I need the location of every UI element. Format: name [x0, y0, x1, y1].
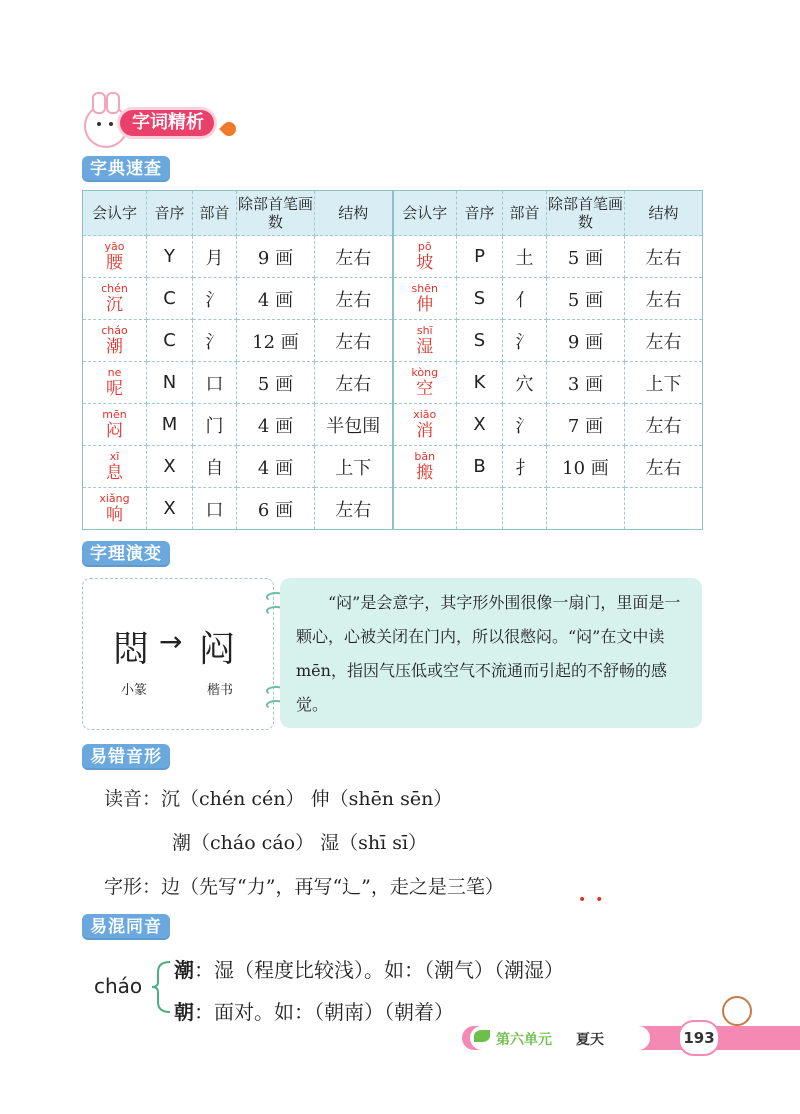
table-cell: P [457, 236, 503, 278]
table-row [83, 236, 703, 278]
character-label: 潮 [106, 336, 123, 357]
table-cell: X [147, 446, 193, 488]
table-cell: 左右 [625, 236, 703, 278]
header-title: 字词精析 [120, 110, 214, 136]
pinyin-label: bān [414, 449, 436, 463]
table-cell: 穴 [503, 362, 547, 404]
table-cell: X [147, 488, 193, 530]
table-cell: X [457, 404, 503, 446]
table-cell [503, 488, 547, 530]
homophone-line-1 [174, 954, 564, 983]
homophone-char-2: 朝 [174, 1000, 194, 1024]
table-cell: 上下 [315, 446, 393, 488]
table-cell: 半包围 [315, 404, 393, 446]
pinyin-label: xī [109, 449, 120, 463]
table-cell: 5 画 [547, 236, 625, 278]
seal-script-char: 悶 [113, 629, 150, 670]
homophone-pinyin: cháo [94, 974, 143, 998]
table-cell: 左右 [315, 362, 393, 404]
section-label-dictionary: 字典速查 [82, 156, 170, 182]
table-cell-character [83, 236, 147, 278]
table-header: 音序 [457, 191, 503, 236]
evolution-text: “闷”是会意字，其字形外围很像一扇门，里面是一颗心，心被关闭在门内，所以很憋闷。“闷”在文中读 mēn，指因气压低或空气不流通而引起的不舒畅的感觉。 [296, 593, 681, 714]
table-row [83, 404, 703, 446]
character-label: 消 [416, 420, 434, 441]
table-cell: 氵 [503, 320, 547, 362]
table-cell: 口 [193, 488, 237, 530]
pinyin-label: kòng [411, 365, 439, 379]
table-cell: B [457, 446, 503, 488]
table-header: 音序 [147, 191, 193, 236]
cow-mascot-icon [722, 996, 752, 1026]
character-evolution-figure [82, 578, 274, 730]
table-cell: 4 画 [237, 404, 315, 446]
dictionary-table [82, 190, 703, 530]
table-header: 会认字 [393, 191, 457, 236]
pinyin-label: pō [417, 239, 432, 253]
homophone-line-2 [174, 996, 454, 1025]
table-cell: 左右 [315, 236, 393, 278]
section-label-evolution: 字理演变 [82, 541, 170, 567]
form-line [104, 872, 504, 899]
character-label: 空 [416, 378, 434, 399]
homophone-char-1: 潮 [174, 958, 194, 982]
pron-line-1 [104, 784, 452, 811]
table-row [83, 320, 703, 362]
bracket-icon [148, 958, 174, 1016]
table-row [83, 278, 703, 320]
pinyin-label: ne [107, 365, 122, 379]
arrow-icon: → [159, 625, 183, 658]
pinyin-label: shī [416, 323, 433, 337]
table-cell: 左右 [625, 404, 703, 446]
pron-label: 读音： [104, 788, 162, 810]
table-cell: 4 画 [237, 278, 315, 320]
table-cell: 氵 [503, 404, 547, 446]
character-label: 闷 [106, 420, 123, 441]
table-cell: 9 画 [547, 320, 625, 362]
character-label: 腰 [106, 252, 123, 273]
table-header: 结构 [315, 191, 393, 236]
table-cell: 口 [193, 362, 237, 404]
section-header-badge [82, 100, 242, 146]
character-label: 伸 [416, 294, 434, 315]
table-cell: K [457, 362, 503, 404]
table-cell: 12 画 [237, 320, 315, 362]
table-row [83, 362, 703, 404]
form-text: 边（先写“力”，再写“辶”，走之是三笔） [161, 876, 504, 898]
table-header: 除部首笔画数 [237, 191, 315, 236]
table-cell: Y [147, 236, 193, 278]
table-cell-character [83, 278, 147, 320]
table-cell [625, 488, 703, 530]
table-cell: 扌 [503, 446, 547, 488]
table-cell: 左右 [315, 278, 393, 320]
pron-text-2: 潮（cháo cáo） 湿（shī sī） [172, 832, 428, 854]
pinyin-label: mēn [102, 407, 127, 421]
pinyin-label: shēn [411, 281, 438, 295]
pron-line-2 [172, 828, 427, 855]
carrot-icon [219, 119, 239, 139]
table-header: 除部首笔画数 [547, 191, 625, 236]
table-cell-character [83, 404, 147, 446]
table-cell: S [457, 320, 503, 362]
table-cell: 左右 [625, 320, 703, 362]
character-label: 搬 [416, 462, 434, 483]
table-cell: 左右 [625, 278, 703, 320]
table-header: 会认字 [83, 191, 147, 236]
section-label-pron-form: 易错音形 [82, 744, 170, 770]
table-cell: 5 画 [547, 278, 625, 320]
table-cell: N [147, 362, 193, 404]
form-label: 字形： [104, 876, 162, 898]
table-cell [547, 488, 625, 530]
table-cell: 3 画 [547, 362, 625, 404]
table-cell: 左右 [315, 320, 393, 362]
character-label: 坡 [416, 252, 434, 273]
table-cell: C [147, 278, 193, 320]
table-cell: 上下 [625, 362, 703, 404]
table-cell: 氵 [193, 278, 237, 320]
table-row [83, 488, 703, 530]
table-cell: S [457, 278, 503, 320]
table-cell-character [393, 446, 457, 488]
leaf-icon [474, 1030, 490, 1042]
table-cell: 左右 [315, 488, 393, 530]
table-cell: 自 [193, 446, 237, 488]
regular-script-label: 楷书 [207, 683, 234, 698]
pinyin-label: xiǎng [99, 491, 130, 505]
table-header: 部首 [503, 191, 547, 236]
character-label: 呢 [106, 378, 123, 399]
table-cell: 5 画 [237, 362, 315, 404]
table-header-row [83, 191, 703, 236]
table-cell-character [393, 320, 457, 362]
pinyin-label: chén [101, 281, 128, 295]
table-cell: 10 画 [547, 446, 625, 488]
table-cell: 门 [193, 404, 237, 446]
pinyin-label: cháo [101, 323, 128, 337]
table-cell: C [147, 320, 193, 362]
footer-unit: 第六单元 [496, 1032, 552, 1048]
homophone-text-1: ：湿（程度比较浅）。如：（潮气）（潮湿） [194, 958, 564, 982]
character-label: 沉 [106, 294, 123, 315]
table-cell-character [393, 488, 457, 530]
table-cell-character [393, 404, 457, 446]
table-cell: 土 [503, 236, 547, 278]
table-cell-character [83, 320, 147, 362]
table-cell: 亻 [503, 278, 547, 320]
table-cell-character [83, 446, 147, 488]
table-cell-character [83, 362, 147, 404]
table-cell-character [393, 278, 457, 320]
pinyin-label: yāo [104, 239, 125, 253]
table-cell: 7 画 [547, 404, 625, 446]
table-cell: 4 画 [237, 446, 315, 488]
table-row [83, 446, 703, 488]
section-label-homophone: 易混同音 [82, 914, 170, 940]
table-cell: 左右 [625, 446, 703, 488]
pinyin-label: xiāo [413, 407, 437, 421]
table-cell: 6 画 [237, 488, 315, 530]
character-label: 息 [106, 462, 123, 483]
table-cell [457, 488, 503, 530]
table-cell: 9 画 [237, 236, 315, 278]
pron-text-1: 沉（chén cén） 伸（shēn sēn） [161, 788, 453, 810]
character-label: 湿 [416, 336, 434, 357]
regular-script-char: 闷 [199, 629, 236, 670]
page-number: 193 [678, 1020, 720, 1056]
footer-theme: 夏天 [576, 1032, 604, 1048]
table-header: 部首 [193, 191, 237, 236]
seal-script-label: 小篆 [121, 683, 148, 698]
table-header: 结构 [625, 191, 703, 236]
footer-unit-tab [470, 1026, 650, 1050]
character-label: 响 [106, 504, 123, 525]
table-cell-character [83, 488, 147, 530]
table-cell: M [147, 404, 193, 446]
emphasis-dots: • • [578, 892, 604, 908]
table-cell-character [393, 236, 457, 278]
table-cell: 氵 [193, 320, 237, 362]
evolution-explanation-box [280, 578, 702, 728]
table-cell-character [393, 362, 457, 404]
homophone-text-2: ：面对。如：（朝南）（朝着） [194, 1000, 454, 1024]
table-cell: 月 [193, 236, 237, 278]
